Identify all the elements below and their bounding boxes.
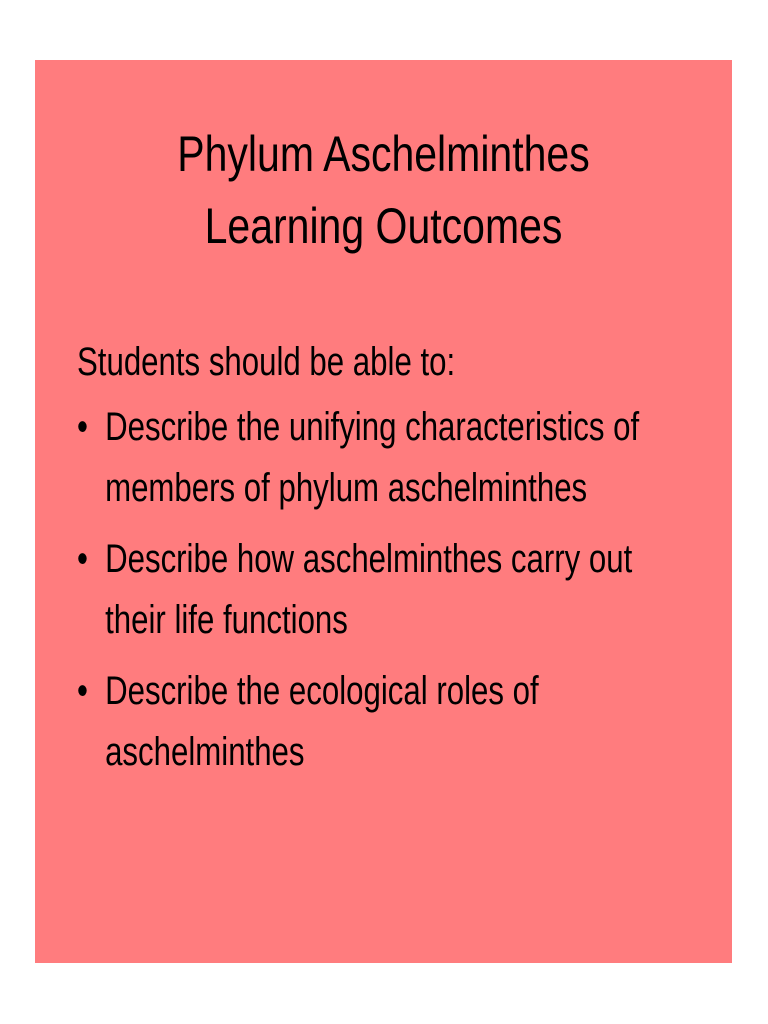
bullet-line: Describe how aschelminthes carry out xyxy=(105,537,633,581)
intro-text: Students should be able to: xyxy=(77,340,456,384)
slide-title-line-2: Learning Outcomes xyxy=(204,198,563,254)
bullet-text xyxy=(105,661,607,783)
bullet-icon: • xyxy=(77,669,88,713)
slide xyxy=(35,60,732,963)
bullet-item xyxy=(77,661,607,783)
bullet-line: aschelminthes xyxy=(105,730,305,774)
slide-title-line-1: Phylum Aschelminthes xyxy=(177,126,590,182)
bullet-text xyxy=(105,397,640,519)
slide-body xyxy=(77,332,640,793)
bullet-item xyxy=(77,529,633,651)
bullet-list xyxy=(77,397,640,783)
bullet-line: their life functions xyxy=(105,598,348,642)
bullet-line: members of phylum aschelminthes xyxy=(105,466,588,510)
slide-title xyxy=(98,118,670,262)
bullet-item xyxy=(77,397,640,519)
bullet-line: Describe the ecological roles of xyxy=(105,669,539,713)
bullet-text xyxy=(105,529,633,651)
bullet-icon: • xyxy=(77,405,88,449)
bullet-line: Describe the unifying characteristics of xyxy=(105,405,640,449)
bullet-icon: • xyxy=(77,537,88,581)
